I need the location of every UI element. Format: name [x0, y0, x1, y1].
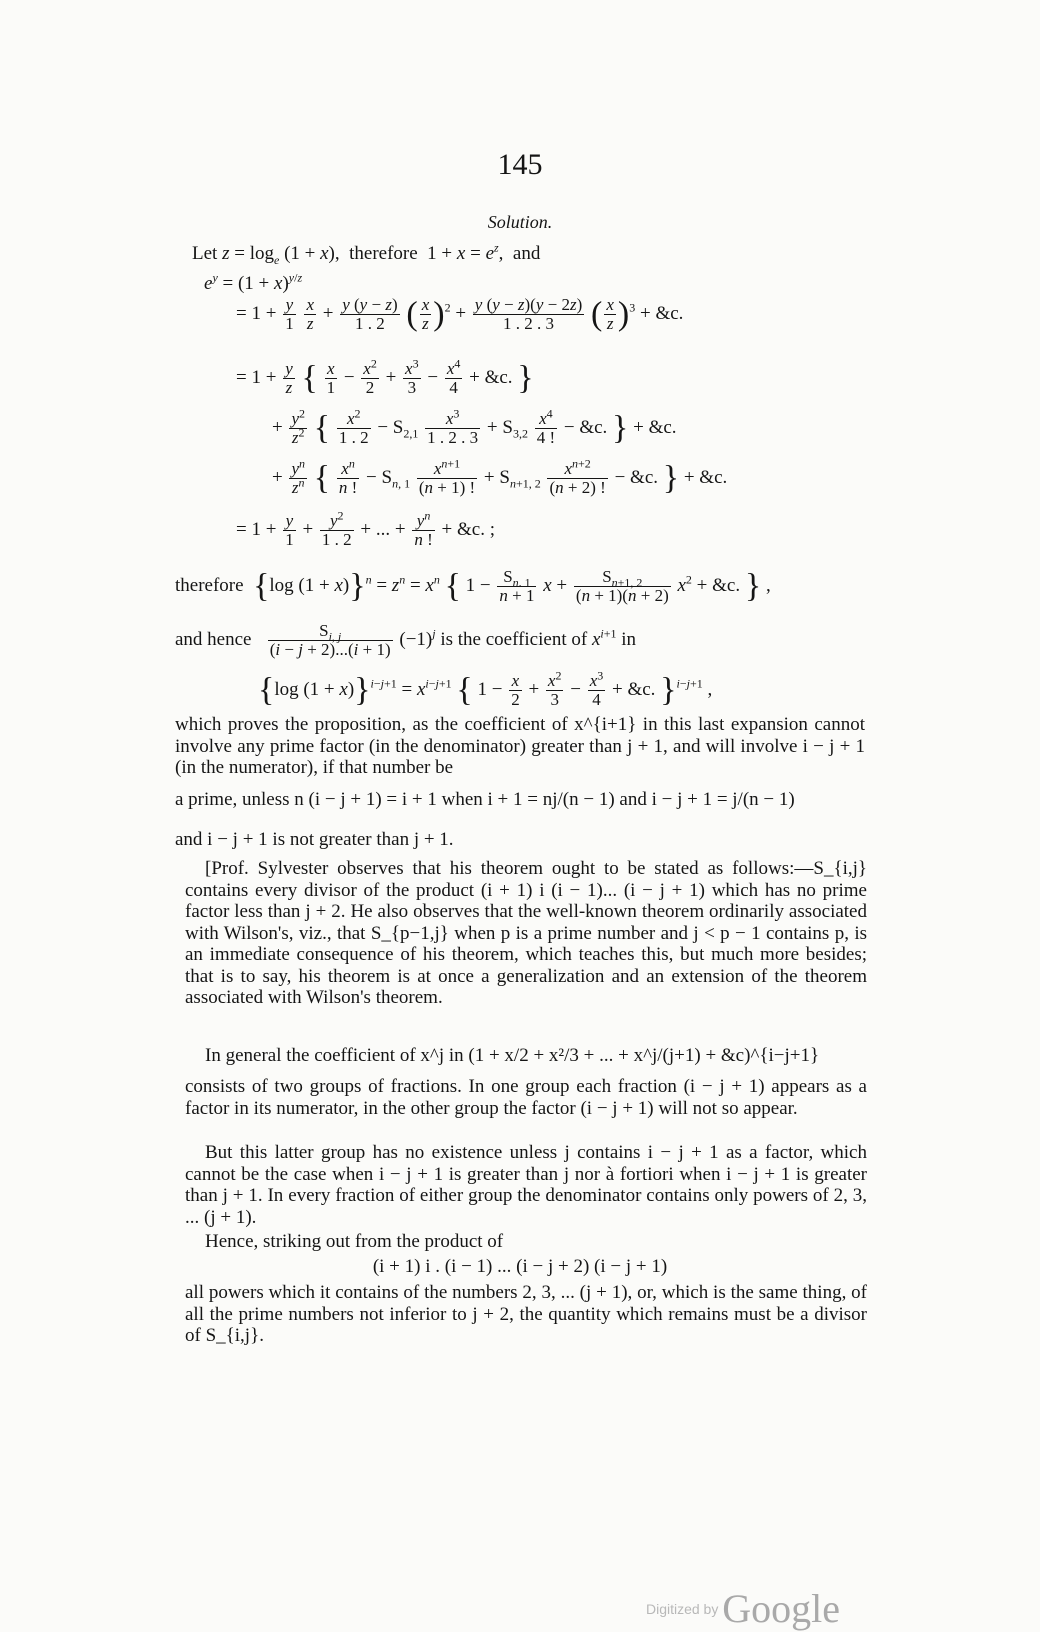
solution-heading: Solution. — [487, 212, 553, 232]
paragraph-proof: which proves the proposition, as the coefficient of x^{i+1} in this last expansion cannot involve any prime factor (in the denominator) greater than j + 1, and will involve i − j + 1 (in the numerator), if that number be — [175, 714, 865, 778]
paragraph-general-coefficient: In general the coefficient of x^j in (1 + x/2 + x²/3 + ... + x^j/(j+1) + &c)^{i−j+1} — [205, 1045, 820, 1066]
derivation-line-7: = 1 + $\frac{y}{1}$ + $\frac{y^2}{1 . 2}$ + ... + $\frac{y^n}{n !}$ + &c. ; — [236, 508, 495, 549]
google-logo: Google — [722, 1586, 840, 1631]
derivation-line-8: therefore {log $(1 + x)\}^n = z^n = x^n$ { 1 − $\frac{S_{n. 1}}{n + 1}$ x + $\frac{S_{n+1, 2}}{(n + 1)(n + 2)}$ $x^2$ + &c. } , — [175, 567, 771, 605]
digitized-watermark — [646, 1585, 840, 1632]
derivation-line-6: + $\frac{y^n}{z^n}$ { $\frac{x^n}{n !}$ − $S_{n, 1}$ $\frac{x^{n+1}}{(n + 1) !}$ + $S_{n+1, 2}$ $\frac{x^{n+2}}{(n + 2) !}$ − &c. } + &c. — [272, 456, 728, 497]
paragraph-not-greater: and i − j + 1 is not greater than j + 1. — [175, 829, 454, 850]
paragraph-two-groups: consists of two groups of fractions. In one group each fraction (i − j + 1) appears as a factor in its numerator, in the other group the factor (i − j + 1) will not so appear. — [185, 1076, 867, 1119]
watermark-prefix: Digitized by — [645, 1601, 719, 1617]
paragraph-prime-condition: a prime, unless n (i − j + 1) = i + 1 when i + 1 = nj/(n − 1) and i − j + 1 = j/(n − 1) — [175, 789, 795, 810]
derivation-line-10: {log $(1 + x)\}^{i-j+1} = x^{i-j+1}$ { 1 − $\frac{x}{2}$ + $\frac{x^2}{3}$ − $\frac{x^3}{4}$ + &c. }$^{i-j+1}$ , — [258, 668, 713, 709]
derivation-line-9: and hence $\frac{S_{i, j}}{(i - j + 2)...(i + 1)}$ $(-1)^j$ is the coefficient of $x^{i+1}$ in — [175, 621, 637, 659]
derivation-line-1: Let $z = \log_e (1 + x)$, therefore $1 + x = e^z$, and — [192, 240, 541, 267]
derivation-line-2: $e^y = (1 + x)^{y/z}$ — [204, 270, 303, 294]
derivation-line-5: + $\frac{y^2}{z^2}$ { $\frac{x^2}{1 . 2}$ − $S_{2,1}$ $\frac{x^3}{1 . 2 . 3}$ + $S_{3,2}$ $\frac{x^4}{4 !}$ − &c. } + &c. — [272, 406, 677, 447]
page-number: 145 — [497, 148, 543, 181]
paragraph-hence-striking: Hence, striking out from the product of — [205, 1231, 504, 1252]
derivation-line-3: = 1 + $\frac{y}{1}$ $\frac{x}{z}$ + $\frac{y (y - z)}{1 . 2}$ ( $\frac{x}{z}$ )$^2$ + $\frac{y (y - z)(y - 2z)}{1 . 2 . 3}$ ( $\frac{x}{z}$ )$^3$ + &c. — [236, 295, 684, 333]
paragraph-sylvester-note: [Prof. Sylvester observes that his theorem ought to be stated as follows:—S_{i,j} contains every divisor of the product (i + 1) i (i − 1)... (i − j + 1) which has no prime factor less than j + 2. He also observes that the well-known theorem ordinarily associated with Wilson's, viz., that S_{p−1,j} when p is a prime number and j < p − 1 contains p, is an immediate consequence of his theorem, which teaches this, but much more besides; that is to say, his theorem is at once a generalization and an extension of the theorem associated with Wilson's theorem. — [185, 858, 867, 1008]
derivation-line-4: = 1 + $\frac{y}{z}$ { $\frac{x}{1}$ − $\frac{x^2}{2}$ + $\frac{x^3}{3}$ − $\frac{x^4}{4}$ + &c. } — [236, 356, 534, 397]
paragraph-latter-group: But this latter group has no existence unless j contains i − j + 1 as a factor, which cannot be the case when i − j + 1 is greater than j nor à fortiori when i − j + 1 is greater than j + 1. In every fraction of either group the denominator contains only powers of 2, 3, ... (j + 1). — [185, 1142, 867, 1228]
paragraph-conclusion: all powers which it contains of the numbers 2, 3, ... (j + 1), or, which is the same thing, of all the prime numbers not inferior to j + 2, the quantity which remains must be a divisor of S_{i,j}. — [185, 1282, 867, 1346]
product-expression: (i + 1) i . (i − 1) ... (i − j + 2) (i − j + 1) — [372, 1256, 668, 1277]
